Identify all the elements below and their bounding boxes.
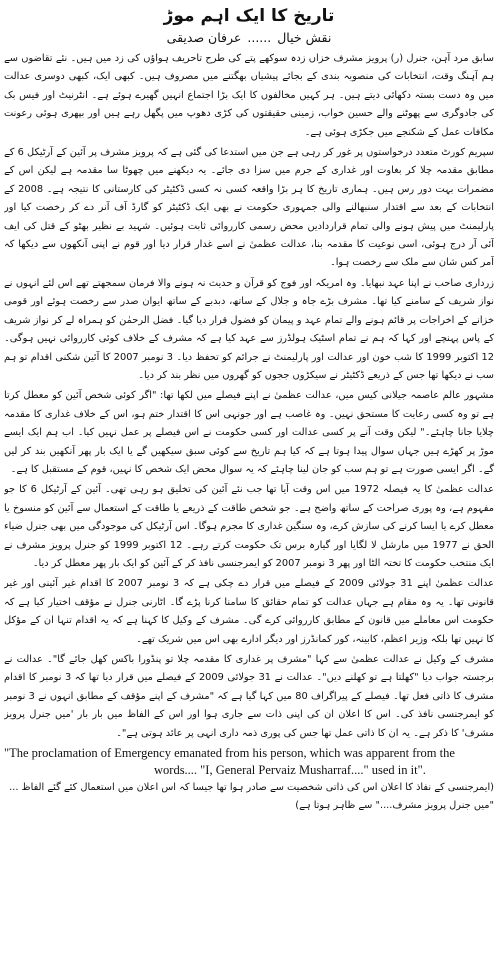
paragraph: مشرف کے وکیل نے عدالت عظمیٰ سے کہا "مشرف پر غداری کا مقدمہ چلا تو پنڈورا باکس کھل جائے گا"۔ عدالت نے برجستہ جواب دیا "کھلتا ہے تو کھلنے دیں"۔ عدالت نے 31 جولائی 2009 کے فیصلے میں قرار دیا تھا کہ 3 نومبر کا اقدام مشرف کا ذاتی فعل تھا۔ فیصلے کے پیراگراف 80 میں کہا گیا ہے کہ "مشرف کے اپنے مؤقف کے مطابق انہوں نے 3 نومبر کو ایمرجنسی نافذ کی۔ اس کا اعلان ان کی اپنی ذات سے جاری ہوا اور اس کے الفاظ میں بار بار 'میں جنرل پرویز مشرف' کا ذکر ہے۔ یہ ان کا ذاتی عمل تھا جس کی پوری ذمہ داری انہی پر عائد ہوتی ہے"۔ — [4, 654, 494, 739]
author-name: عرفان صدیقی — [166, 30, 242, 45]
paragraph: عدالت عظمیٰ کا یہ فیصلہ 1972 میں اس وقت آیا تھا جب نئے آئین کی تخلیق ہو رہی تھی۔ آئین کے آرٹیکل 6 کا جو مفہوم ہے، وہ پوری صراحت کے ساتھ واضح ہے۔ جو شخص طاقت کے ذریعے یا طاقت کے استعمال سے آئین کو منسوخ یا معطل کرے یا ایسا کرنے کی سازش کرے، وہ سنگین غداری کا مجرم ہوگا۔ اس آرٹیکل کی موجودگی میں بھی جنرل ضیاء الحق نے 1977 میں مارشل لا لگایا اور گیارہ برس تک حکومت کرتے رہے۔ 12 اکتوبر 1999 کو جنرل پرویز مشرف نے ایک منتخب حکومت کا تختہ الٹا اور پھر 3 نومبر 2007 کو ایمرجنسی نافذ کر کے آئین کو ایک بار پھر معطل کر دیا۔ — [4, 484, 494, 569]
column-header — [4, 4, 494, 48]
column-name: نقش خیال — [277, 30, 332, 45]
paragraph: زرداری صاحب نے اپنا عہد نبھایا۔ وہ امریکہ اور فوج کو قرآن و حدیث نہ ہونے والا فرمان سمجھتے تھے اس لئے انہوں نے نواز شریف کے سامنے کیا تھا۔ مشرف بڑے جاہ و جلال کے ساتھ، دبدبے کے ساتھ ایوان صدر سے رخصت ہوئے اور قومی خزانے کے اخراجات پر قائم ہونے والے تمام عہد و پیمان کو فضول قرار دیا گیا۔ فضل الرحمٰن کو ہمراہ لے کر نواز شریف کے پاس پہنچے اور کہا کہ ہم نے تمام اسٹیک ہولڈرز سے عہد کیا ہے کہ مشرف کے خلاف کوئی کارروائی نہیں ہوگی۔ 12 اکتوبر 1999 کا شب خون اور عدالت اور پارلیمنٹ نے جرائم کو تحفظ دیا۔ 3 نومبر 2007 کا آئین شکنی اقدام تو ہم سب نے دیکھا تھا جس کے ذریعے ڈکٹیٹر نے سیکڑوں ججوں کو گھروں میں نظر بند کر دیا۔ — [4, 277, 494, 381]
newspaper-column — [4, 4, 494, 970]
paragraph: مشہور عالم عاصمہ جیلانی کیس میں، عدالت عظمیٰ نے اپنے فیصلے میں لکھا تھا: "اگر کوئی شخص آئین کو معطل کرتا ہے تو وہ کسی رعایت کا مستحق نہیں۔ وہ غاصب ہے اور جونہی اس کا اقتدار ختم ہو، اس کے خلاف غداری کا مقدمہ چلایا جانا چاہئے۔" لیکن وقت آنے پر کسی عدالت اور کسی حکومت نے اس فیصلے پر عمل نہیں کیا۔ اب ہم ایک ایسے موڑ پر کھڑے ہیں جہاں سوال پیدا ہوتا ہے کہ کیا ہم تاریخ سے کوئی سبق سیکھیں گے یا ایک بار پھر آنکھیں بند کر لیں گے۔ اگر ایسی صورت ہے تو ہم سب کو جان لینا چاہئے کہ یہ سوال محض ایک شخص کا نہیں، قوم کے مستقبل کا ہے۔ — [4, 390, 494, 475]
english-quote-line: "The proclamation of Emergency emanated from his person, which was apparent from the — [4, 746, 455, 761]
byline-separator: ...... — [247, 30, 272, 45]
english-quote-line: words.... "I, General Pervaiz Musharraf...." used in it". — [154, 763, 426, 778]
quote-translation: (ایمرجنسی کے نفاذ کا اعلان اس کی ذاتی شخصیت سے صادر ہوا تھا جیسا کہ اس اعلان میں استعمال کئے گئے الفاظ ... "میں جنرل پرویز مشرف...." سے ظاہر ہوتا ہے) — [9, 782, 494, 812]
paragraph: سپریم کورٹ متعدد درخواستوں پر غور کر رہی ہے جن میں استدعا کی گئی ہے کہ پرویز مشرف پر آئین کے آرٹیکل 6 کے مطابق مقدمہ چلا کر بغاوت اور غداری کے جرم میں سزا دی جائے۔ یہ دیکھنے میں چھوٹا سا مقدمہ ہے لیکن اس کے مضمرات بہت دور رس ہیں۔ ہماری تاریخ کا ہر بڑا واقعہ کسی نہ کسی ڈکٹیٹر کی کارستانی کا نتیجہ ہے۔ 2008 کے انتخابات کے بعد سے اقتدار سنبھالنے والی جمہوری حکومت نے بھی ایک ڈکٹیٹر کو گارڈ آف آنر دے کر رخصت کیا اور پارلیمنٹ میں پیش ہونے والی تمام قراردادیں محض رسمی کارروائی ثابت ہوئیں۔ شہید بے نظیر بھٹو کے قتل کی ایف آئی آر درج ہوئی، اسی نوعیت کا مقدمہ بنا، عدالت عظمیٰ نے اسے غدار قرار دیا اور قوم نے اپنی آنکھوں سے دیکھا کہ آمر کس شان سے ملک سے رخصت ہوا۔ — [4, 147, 494, 269]
paragraph: سابق مرد آہن، جنرل (ر) پرویز مشرف خزاں زدہ سوکھے پتے کی طرح تاحریف ہواؤں کی زد میں ہیں۔ نئے تقاضوں سے ہم آہنگ وقت، انتخابات کی منصوبہ بندی کے بجائے پیشیاں بھگتنے میں مصروف ہیں۔ کبھی ایک، کبھی دوسری عدالت میں وہ دست بستہ دکھائی دیتے ہیں۔ ہر کہیں مخالفوں کا ایک بڑا اجتماع انہیں گھیرے ہوئے ہے۔ انٹرنیٹ اور فیس بک کی جادوگری سے پھوٹنے والے حسین خواب، زمینی حقیقتوں کی کڑی دھوپ میں پگھل رہے ہیں اور بپھری ہوئی رعونت مکافات عمل کے شکنجے میں جکڑی ہوئی ہے۔ — [4, 53, 494, 138]
column-body — [4, 50, 494, 743]
paragraph: عدالت عظمیٰ اپنے 31 جولائی 2009 کے فیصلے میں قرار دے چکی ہے کہ 3 نومبر 2007 کا اقدام غیر آئینی اور غیر قانونی تھا۔ یہ وہ مقام ہے جہاں عدالت کو تمام حقائق کا سامنا کرنا پڑے گا۔ اٹارنی جنرل نے مؤقف اختیار کیا ہے کہ حکومت اس معاملے میں قانون کے مطابق کارروائی کرے گی۔ مشرف کے وکیل کا کہنا ہے کہ یہ اقدام تنہا ان کے مؤکل کا نہیں تھا بلکہ وزیر اعظم، کابینہ، کور کمانڈرز اور دیگر ادارے بھی اس میں شریک تھے۔ — [4, 578, 494, 645]
column-title: تاریخ کا ایک اہم موڑ — [163, 6, 335, 26]
byline — [4, 28, 494, 48]
english-quote — [4, 745, 494, 779]
